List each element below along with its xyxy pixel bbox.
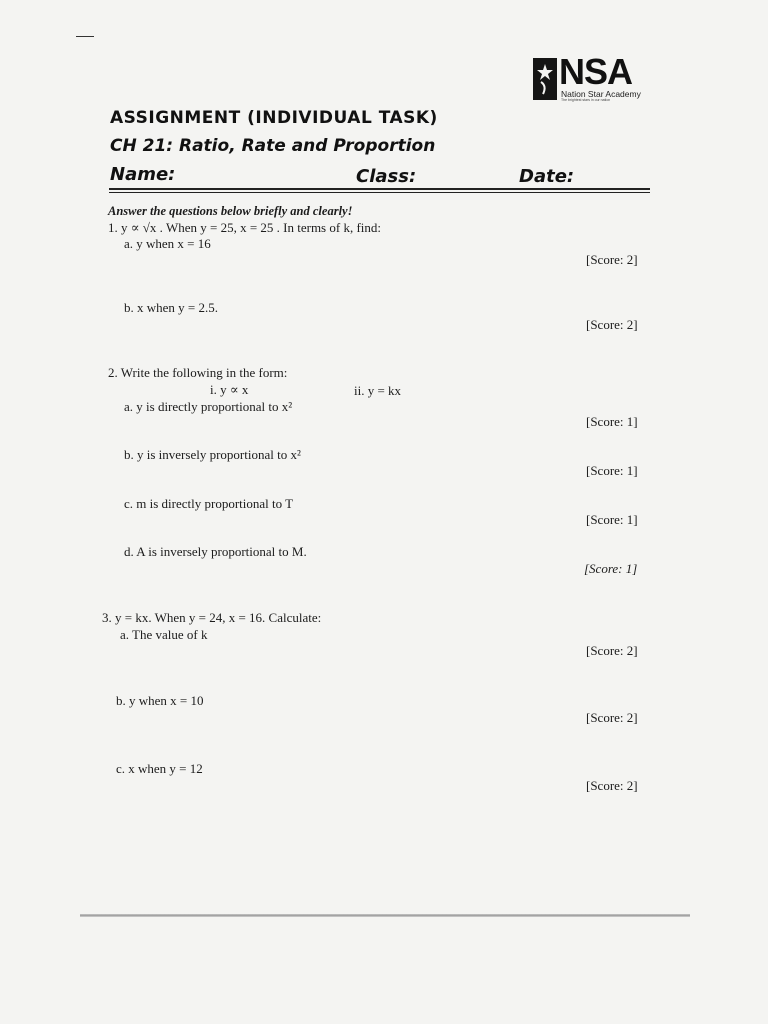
q2b-score: [Score: 1] (586, 463, 638, 478)
scan-mark (76, 36, 94, 37)
star-emblem-icon (533, 58, 557, 100)
q1a-score: [Score: 2] (586, 252, 638, 267)
assignment-title: ASSIGNMENT (INDIVIDUAL TASK) (110, 108, 438, 128)
q1-stem: 1. y ∝ √x . When y = 25, x = 25 . In terms of k, find: (108, 220, 381, 235)
q3c-score: [Score: 2] (586, 778, 638, 793)
logo-name: Nation Star Academy (561, 89, 641, 99)
q2-part-a: a. y is directly proportional to x² (124, 399, 293, 414)
q3a-score: [Score: 2] (586, 643, 638, 658)
q2d-score: [Score: 1] (584, 561, 638, 576)
q2-stem: 2. Write the following in the form: (108, 365, 288, 380)
q2-form-ii: ii. y = kx (354, 383, 402, 398)
header-rule-thick (109, 188, 650, 190)
q2a-score: [Score: 1] (586, 414, 638, 429)
q1-part-a: a. y when x = 16 (124, 236, 211, 251)
q3-stem: 3. y = kx. When y = 24, x = 16. Calculate: (102, 610, 322, 625)
q2-part-b: b. y is inversely proportional to x² (124, 447, 301, 462)
page-bottom-edge (80, 914, 690, 917)
date-label: Date: (519, 166, 575, 187)
header-rule-thin (109, 192, 650, 193)
q2-form-i: i. y ∝ x (210, 382, 249, 397)
q3b-score: [Score: 2] (586, 710, 638, 725)
nsa-logo (533, 51, 653, 104)
q2-part-d: d. A is inversely proportional to M. (124, 544, 307, 559)
instruction-text: Answer the questions below briefly and clearly! (108, 204, 353, 218)
class-label: Class: (356, 166, 417, 187)
q2-part-c: c. m is directly proportional to T (124, 496, 294, 511)
logo-letters: NSA (559, 51, 633, 92)
q3-part-a: a. The value of k (120, 627, 208, 642)
q2c-score: [Score: 1] (586, 512, 638, 527)
logo-tagline: The brightest stars in our nation (561, 98, 611, 102)
q1-part-b: b. x when y = 2.5. (124, 300, 218, 315)
q1b-score: [Score: 2] (586, 317, 638, 332)
name-label: Name: (110, 164, 176, 185)
chapter-title: CH 21: Ratio, Rate and Proportion (110, 136, 436, 156)
q3-part-c: c. x when y = 12 (116, 761, 203, 776)
q3-part-b: b. y when x = 10 (116, 693, 204, 708)
